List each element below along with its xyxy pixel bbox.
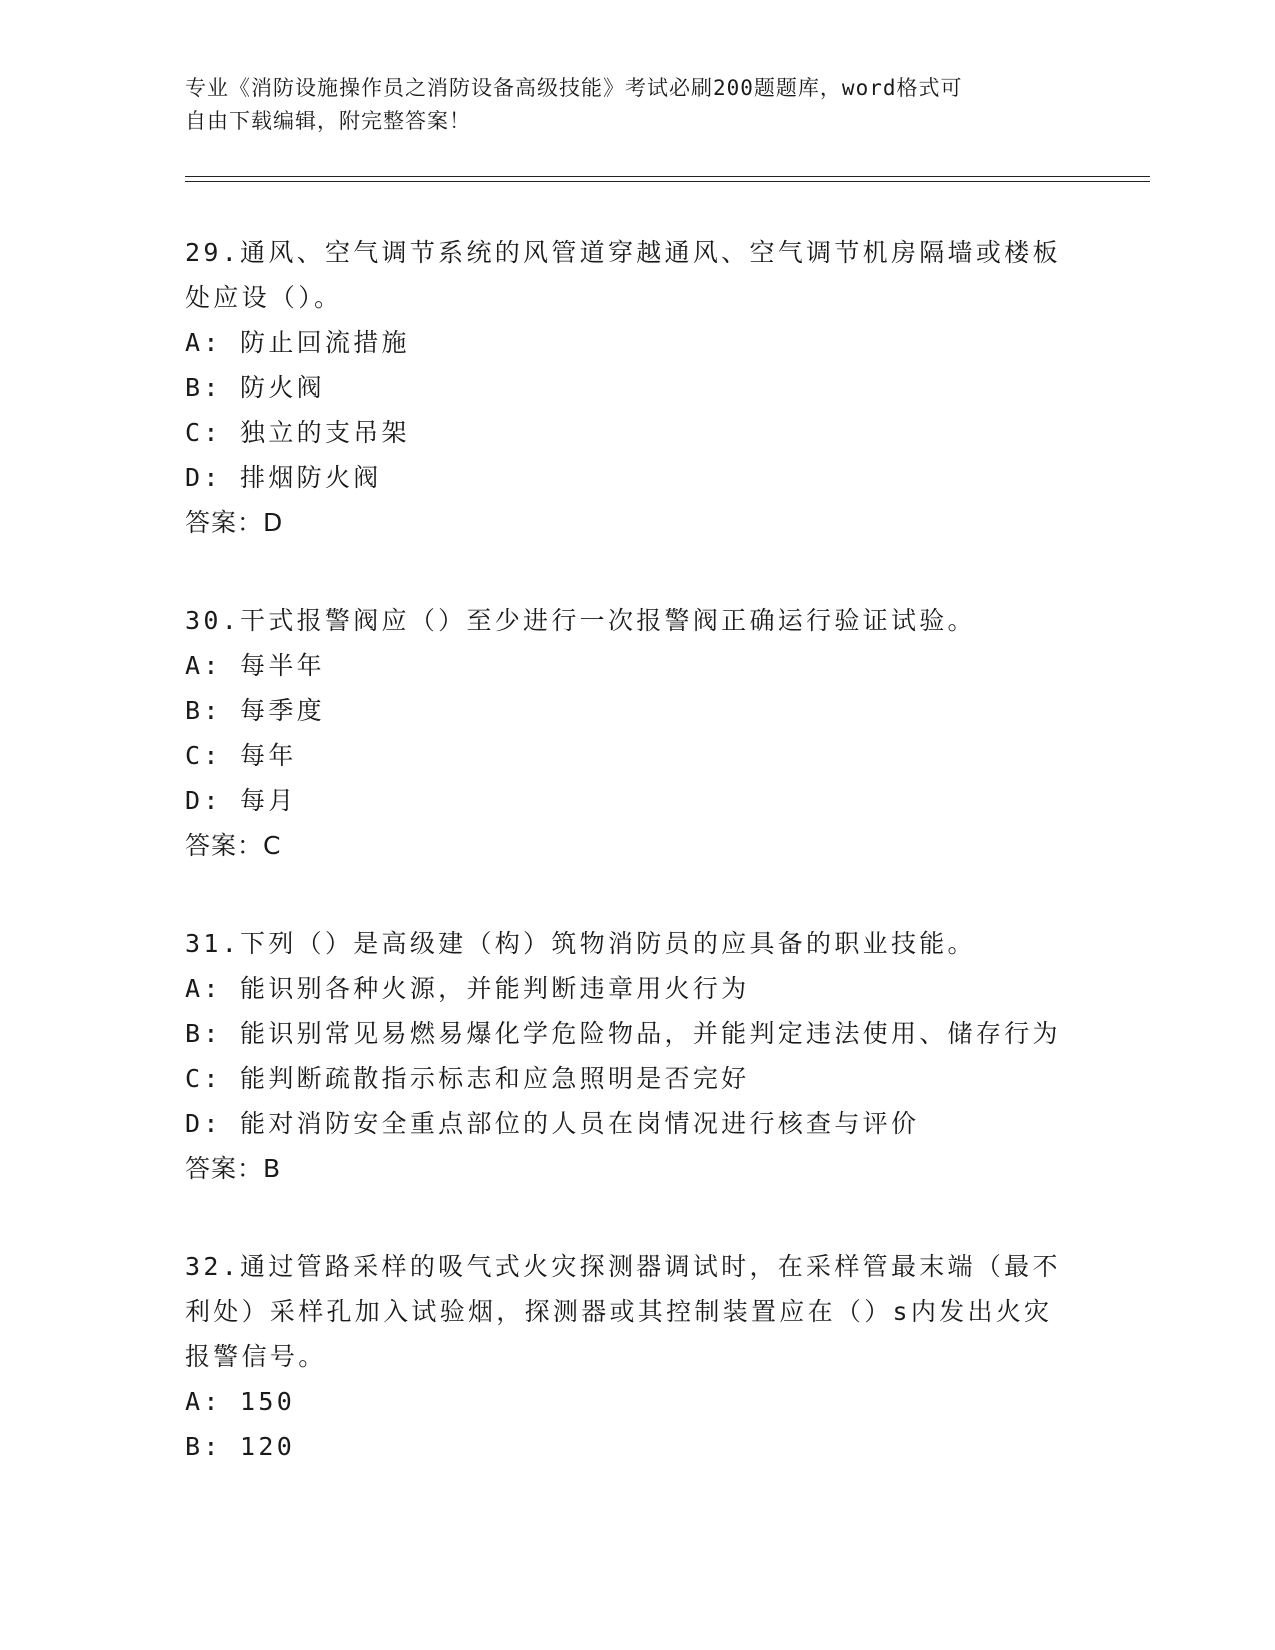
question-30 xyxy=(185,598,1085,868)
answer-line: 答案：D xyxy=(185,508,284,537)
question-stem-line: 31.下列（）是高级建（构）筑物消防员的应具备的职业技能。 xyxy=(185,929,976,958)
option-b: B: 能识别常见易燃易爆化学危险物品，并能判定违法使用、储存行为 xyxy=(185,1019,1061,1048)
option-d: D: 能对消防安全重点部位的人员在岗情况进行核查与评价 xyxy=(185,1109,920,1138)
option-c: C: 能判断疏散指示标志和应急照明是否完好 xyxy=(185,1064,750,1093)
option-a: A: 150 xyxy=(185,1387,296,1416)
option-a: A: 能识别各种火源，并能判断违章用火行为 xyxy=(185,974,750,1003)
question-stem-line: 32.通过管路采样的吸气式火灾探测器调试时，在采样管最末端（最不 xyxy=(185,1252,1061,1281)
option-a: A: 每半年 xyxy=(185,651,325,680)
question-stem-line: 处应设（）。 xyxy=(185,283,343,312)
document-header xyxy=(185,72,1065,138)
question-31 xyxy=(185,921,1085,1191)
question-stem-line: 30.干式报警阀应（）至少进行一次报警阀正确运行验证试验。 xyxy=(185,606,976,635)
header-divider-top xyxy=(185,176,1150,177)
answer-line: 答案：C xyxy=(185,831,282,860)
question-stem-line: 29.通风、空气调节系统的风管道穿越通风、空气调节机房隔墙或楼板 xyxy=(185,238,1061,267)
option-d: D: 每月 xyxy=(185,786,297,815)
question-list xyxy=(185,230,1085,1522)
option-b: B: 防火阀 xyxy=(185,373,325,402)
question-32 xyxy=(185,1244,1085,1469)
option-a: A: 防止回流措施 xyxy=(185,328,410,357)
option-c: C: 独立的支吊架 xyxy=(185,418,410,447)
question-stem-line: 报警信号。 xyxy=(185,1342,327,1371)
header-line-1: 专业《消防设施操作员之消防设备高级技能》考试必刷200题题库，word格式可 xyxy=(185,76,963,100)
option-b: B: 120 xyxy=(185,1432,296,1461)
header-divider-bottom xyxy=(185,181,1150,182)
option-b: B: 每季度 xyxy=(185,696,325,725)
question-stem-line: 利处）采样孔加入试验烟，探测器或其控制装置应在（）s内发出火灾 xyxy=(185,1297,1053,1326)
answer-line: 答案：B xyxy=(185,1154,282,1183)
option-c: C: 每年 xyxy=(185,741,297,770)
question-29 xyxy=(185,230,1085,545)
option-d: D: 排烟防火阀 xyxy=(185,463,382,492)
header-line-2: 自由下载编辑，附完整答案！ xyxy=(185,109,471,133)
